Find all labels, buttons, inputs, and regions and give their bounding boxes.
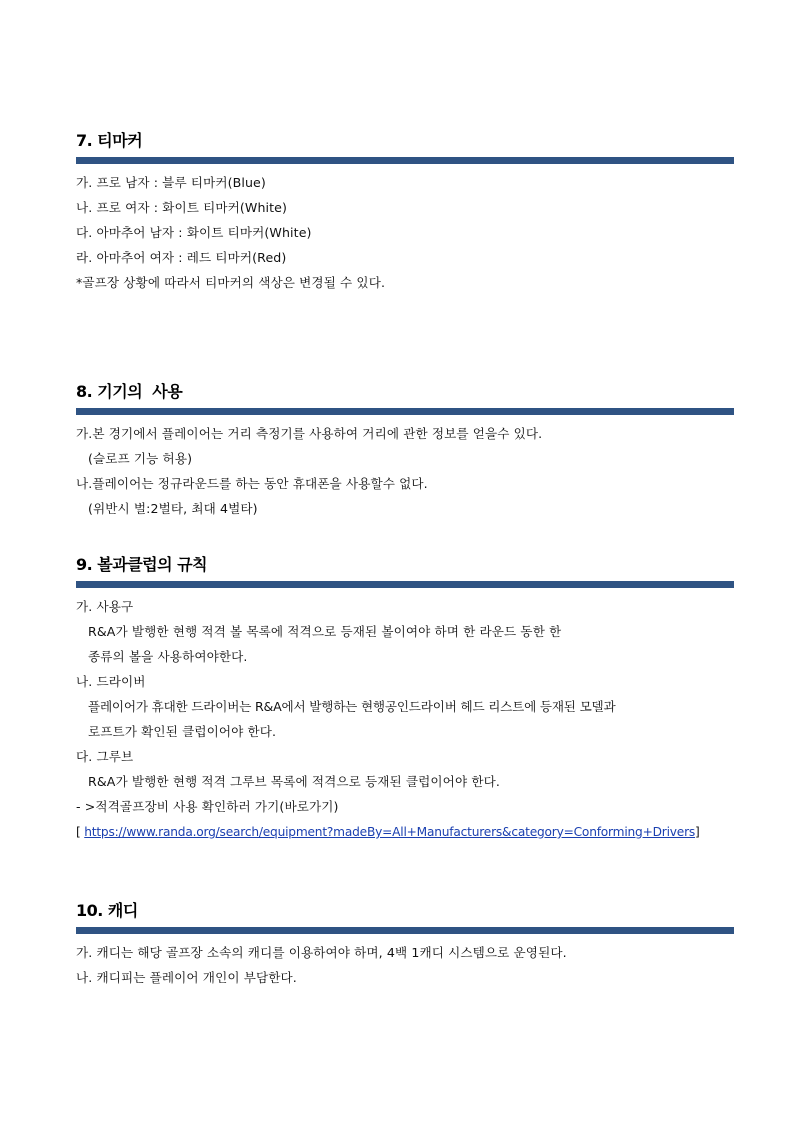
list-item: 나. 드라이버 xyxy=(76,674,146,689)
list-item: 가. 캐디는 해당 골프장 소속의 캐디를 이용하여야 하며, 4백 1캐디 시스템으로 운영된다. xyxy=(76,945,567,960)
section-ball-club-rules xyxy=(76,555,734,848)
list-item-body: 로프트가 확인된 클럽이어야 한다. xyxy=(88,724,277,739)
equipment-search-link[interactable]: https://www.randa.org/search/equipment?madeBy=All+Manufacturers&category=Conforming+Drivers xyxy=(84,825,696,839)
list-item-body: 플레이어가 휴대한 드라이버는 R&A에서 발행하는 현행공인드라이버 헤드 리스트에 등재된 모델과 xyxy=(88,699,616,714)
section-heading: 10. 캐디 xyxy=(76,901,138,920)
section-divider xyxy=(76,157,734,164)
list-item-body: R&A가 발행한 현행 적격 그루브 목록에 적격으로 등재된 클럽이어야 한다. xyxy=(88,774,500,789)
list-item: 가. 사용구 xyxy=(76,599,134,614)
section-heading: 7. 티마커 xyxy=(76,131,143,150)
list-item-note: (슬로프 기능 허용) xyxy=(88,451,193,466)
list-item: 가. 프로 남자 : 블루 티마커(Blue) xyxy=(76,175,266,190)
list-item-note: (위반시 벌:2벌타, 최대 4벌타) xyxy=(88,501,258,516)
list-item: 나.플레이어는 정규라운드를 하는 동안 휴대폰을 사용할수 없다. xyxy=(76,476,428,491)
note-text: *골프장 상황에 따라서 티마커의 색상은 변경될 수 있다. xyxy=(76,275,386,290)
section-tee-markers xyxy=(76,131,734,299)
bracket-close: ] xyxy=(695,825,700,839)
list-item: 라. 아마추어 여자 : 레드 티마커(Red) xyxy=(76,250,287,265)
shortcut-text: - >적격골프장비 사용 확인하러 가기(바로가기) xyxy=(76,799,339,814)
list-item-body: 종류의 볼을 사용하여야한다. xyxy=(88,649,248,664)
list-item: 나. 프로 여자 : 화이트 티마커(White) xyxy=(76,200,288,215)
section-divider xyxy=(76,408,734,415)
list-item-body: R&A가 발행한 현행 적격 볼 목록에 적격으로 등재된 볼이여야 하며 한 라운드 동한 한 xyxy=(88,624,562,639)
section-heading: 8. 기기의 사용 xyxy=(76,382,183,401)
list-item: 다. 그루브 xyxy=(76,749,134,764)
bracket-open: [ xyxy=(76,825,85,839)
list-item: 나. 캐디피는 플레이어 개인이 부담한다. xyxy=(76,970,297,985)
list-item: 가.본 경기에서 플레이어는 거리 측정기를 사용하여 거리에 관한 정보를 얻을수 있다. xyxy=(76,426,543,441)
section-device-use xyxy=(76,382,734,525)
section-divider xyxy=(76,581,734,588)
section-divider xyxy=(76,927,734,934)
section-heading: 9. 볼과클럽의 규칙 xyxy=(76,555,208,574)
section-caddie xyxy=(76,901,734,994)
list-item: 다. 아마추어 남자 : 화이트 티마커(White) xyxy=(76,225,312,240)
equipment-link-line xyxy=(76,823,734,848)
